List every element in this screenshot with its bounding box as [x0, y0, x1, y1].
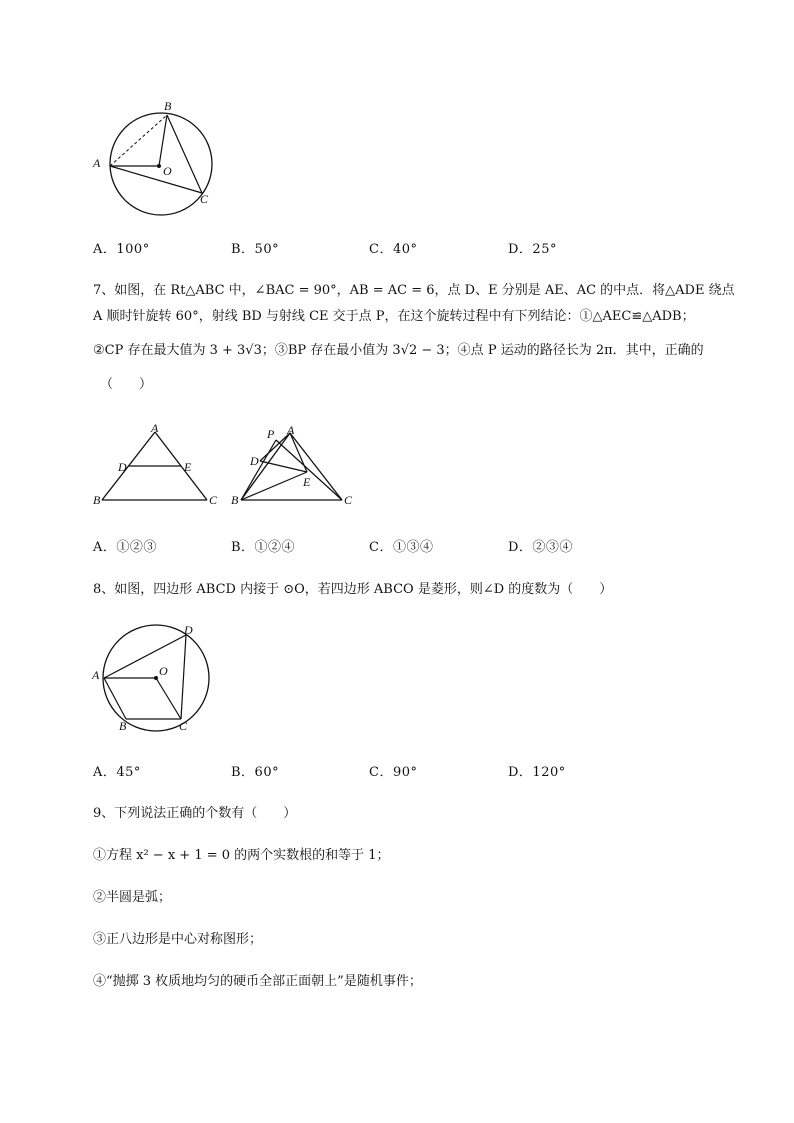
q6-option-d[interactable]: D．25° [508, 242, 557, 257]
segment-oc [156, 678, 181, 719]
label-a: A [92, 668, 100, 682]
segment-bo [159, 115, 167, 166]
label-d: D [184, 623, 193, 637]
q7-line-4: （ ） [100, 377, 153, 392]
segment-ac [110, 166, 202, 193]
label-b: B [231, 493, 239, 507]
q6-option-a[interactable]: A．100° [93, 242, 150, 257]
q9-statement-2: ②半圆是弧； [93, 890, 172, 905]
q8-figure [88, 622, 228, 740]
q7-option-c[interactable]: C．①③④ [369, 540, 434, 555]
segment-ad [104, 635, 186, 678]
label-b: B [93, 493, 101, 507]
label-a: A [93, 156, 101, 170]
label-c: C [344, 493, 353, 507]
center-point [157, 164, 161, 168]
segment-bc [167, 115, 202, 193]
center-point [154, 676, 158, 680]
segment-ab-dashed [110, 115, 167, 166]
q7-line-3: ②CP 存在最大值为 3 + 3√3；③BP 存在最小值为 3√2 − 3；④点 P 运动的路径长为 2π．其中，正确的 [93, 343, 704, 358]
label-o: O [159, 664, 168, 678]
segment-ad [260, 433, 290, 461]
q7-line-2: A 顺时针旋转 60°，射线 BD 与射线 CE 交于点 P，在这个旋转过程中有下列结论：①△AEC≌△ADB； [93, 309, 695, 324]
q6-option-c[interactable]: C．40° [369, 242, 418, 257]
q7-option-a[interactable]: A．①②③ [93, 540, 157, 555]
label-b: B [119, 719, 127, 733]
label-a: A [151, 421, 159, 435]
q9-text: 9、下列说法正确的个数有（ ） [93, 806, 297, 821]
label-c: C [209, 493, 218, 507]
q8-option-d[interactable]: D．120° [508, 765, 566, 780]
q9-statement-1: ①方程 x² − x + 1 = 0 的两个实数根的和等于 1； [93, 848, 390, 863]
ray-bp [241, 440, 276, 500]
q9-statement-3: ③正八边形是中心对称图形； [93, 932, 263, 947]
label-o: O [163, 164, 172, 178]
segment-dc [181, 635, 186, 719]
q8-text: 8、如图，四边形 ABCD 内接于 ⊙O，若四边形 ABCO 是菱形，则∠D 的度数为（ ） [93, 582, 613, 597]
label-e: E [303, 475, 311, 489]
q7-option-b[interactable]: B．①②④ [231, 540, 296, 555]
label-p: P [267, 427, 275, 441]
q8-option-a[interactable]: A．45° [93, 765, 141, 780]
q8-option-c[interactable]: C．90° [369, 765, 418, 780]
q6-option-b[interactable]: B．50° [231, 242, 280, 257]
q8-option-b[interactable]: B．60° [231, 765, 280, 780]
label-a: A [287, 423, 295, 437]
label-c: C [200, 192, 209, 206]
q7-option-d[interactable]: D．②③④ [508, 540, 573, 555]
label-d: D [250, 454, 259, 468]
q7-figure-right [228, 420, 358, 515]
label-b: B [164, 99, 172, 113]
label-e: E [184, 460, 192, 474]
label-c: C [179, 719, 188, 733]
q7-line-1: 7、如图，在 Rt△ABC 中，∠BAC = 90°，AB = AC = 6，点 D、E 分别是 AE、AC 的中点．将△ADE 绕点 [93, 283, 735, 298]
ray-cp [276, 440, 342, 500]
label-d: D [118, 460, 127, 474]
q6-figure [88, 95, 228, 225]
q7-figure-left [88, 420, 228, 515]
circle-o [110, 113, 212, 215]
segment-ac [290, 433, 342, 500]
q9-statement-4: ④“抛掷 3 枚质地均匀的硬币全部正面朝上”是随机事件； [93, 974, 422, 989]
segment-de [260, 461, 307, 472]
